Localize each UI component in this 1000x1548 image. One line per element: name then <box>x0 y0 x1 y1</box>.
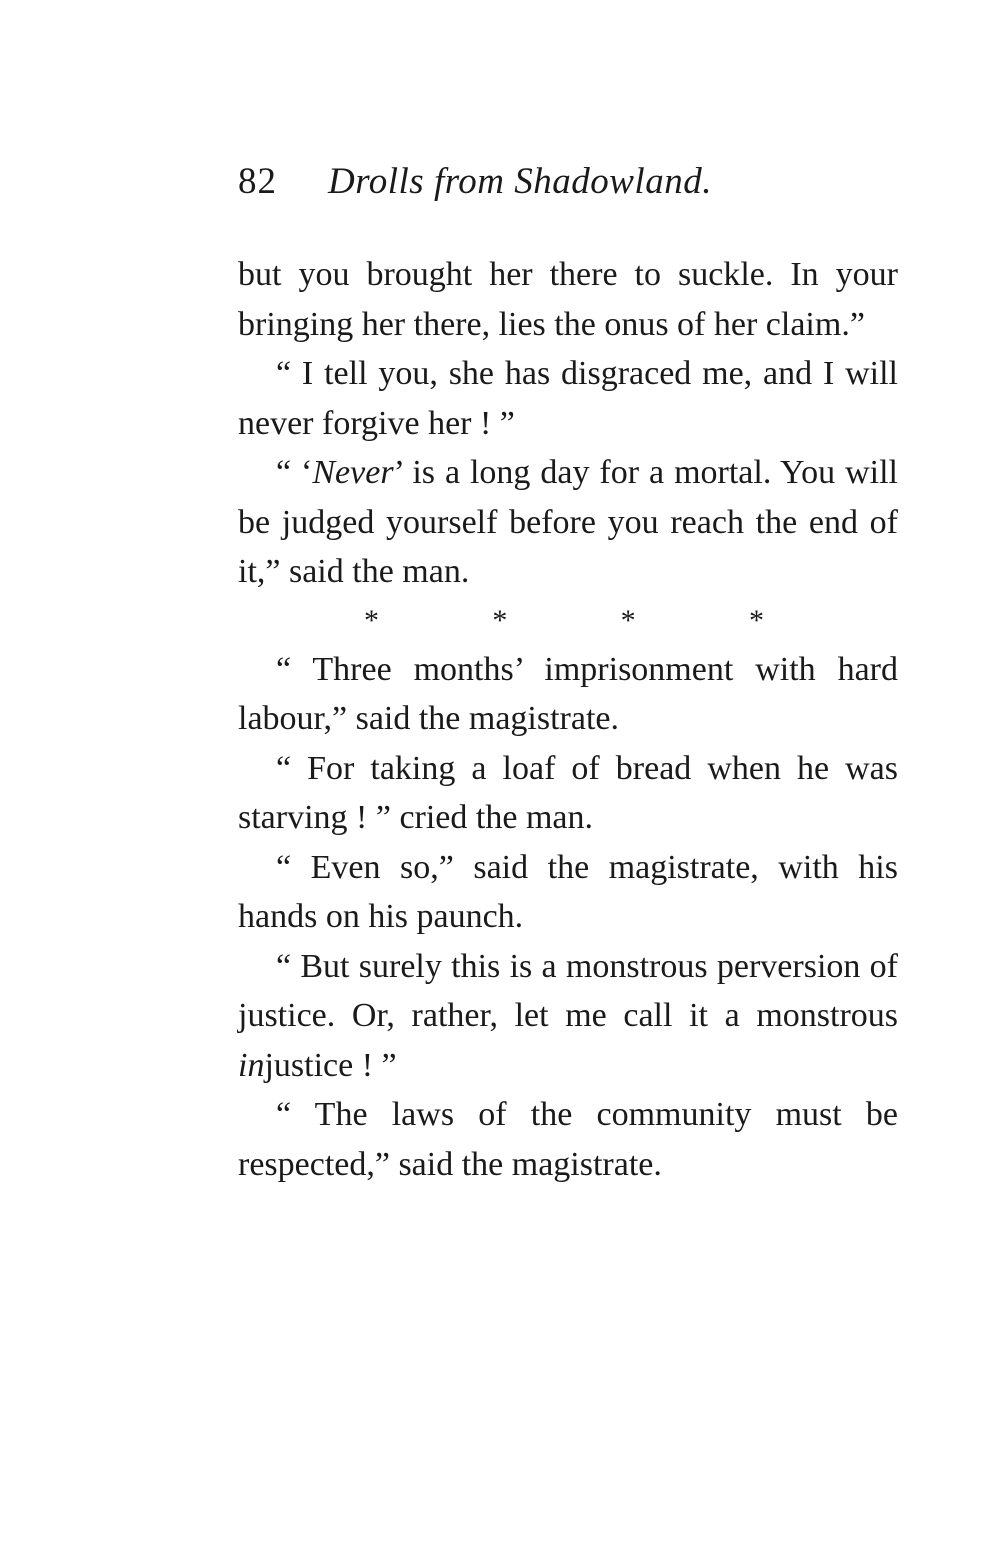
italic-prefix: in <box>238 1046 265 1084</box>
paragraph-start: “ But surely this is a monstrous perversion of justice. Or, rather, let me call it a monstrous <box>238 947 898 1034</box>
asterisk: * <box>492 603 508 637</box>
paragraph: but you brought her there to suckle. In your bringing her there, lies the onus of her claim.” <box>238 256 898 343</box>
paragraph <box>238 448 898 597</box>
page-number: 82 <box>238 161 277 202</box>
paragraph: “ The laws of the community must be respected,” said the magistrate. <box>238 1096 898 1183</box>
running-head <box>238 160 898 220</box>
body-text <box>238 250 898 1189</box>
asterisk: * <box>620 603 636 637</box>
paragraph: “ Even so,” said the magistrate, with his hands on his paunch. <box>238 848 898 935</box>
paragraph-end: justice ! ” <box>264 1046 397 1084</box>
asterisk: * <box>748 603 764 637</box>
italic-word: Never <box>312 454 394 491</box>
paragraph: “ For taking a loaf of bread when he was starving ! ” cried the man. <box>238 749 898 836</box>
paragraph: “ I tell you, she has disgraced me, and I will never forgive her ! ” <box>238 355 898 442</box>
asterisk: * <box>364 603 379 637</box>
paragraph-rest: ’ is a long day for a mortal. You will be judged yourself before you reach the end of it,” said the man. <box>238 454 898 590</box>
paragraph <box>238 942 898 1091</box>
running-title: Drolls from Shadowland. <box>328 161 712 202</box>
quote-open: “ ‘ <box>276 454 313 491</box>
section-break <box>364 597 764 645</box>
paragraph: “ Three months’ imprisonment with hard labour,” said the magistrate. <box>238 650 898 737</box>
book-page <box>238 160 898 1189</box>
